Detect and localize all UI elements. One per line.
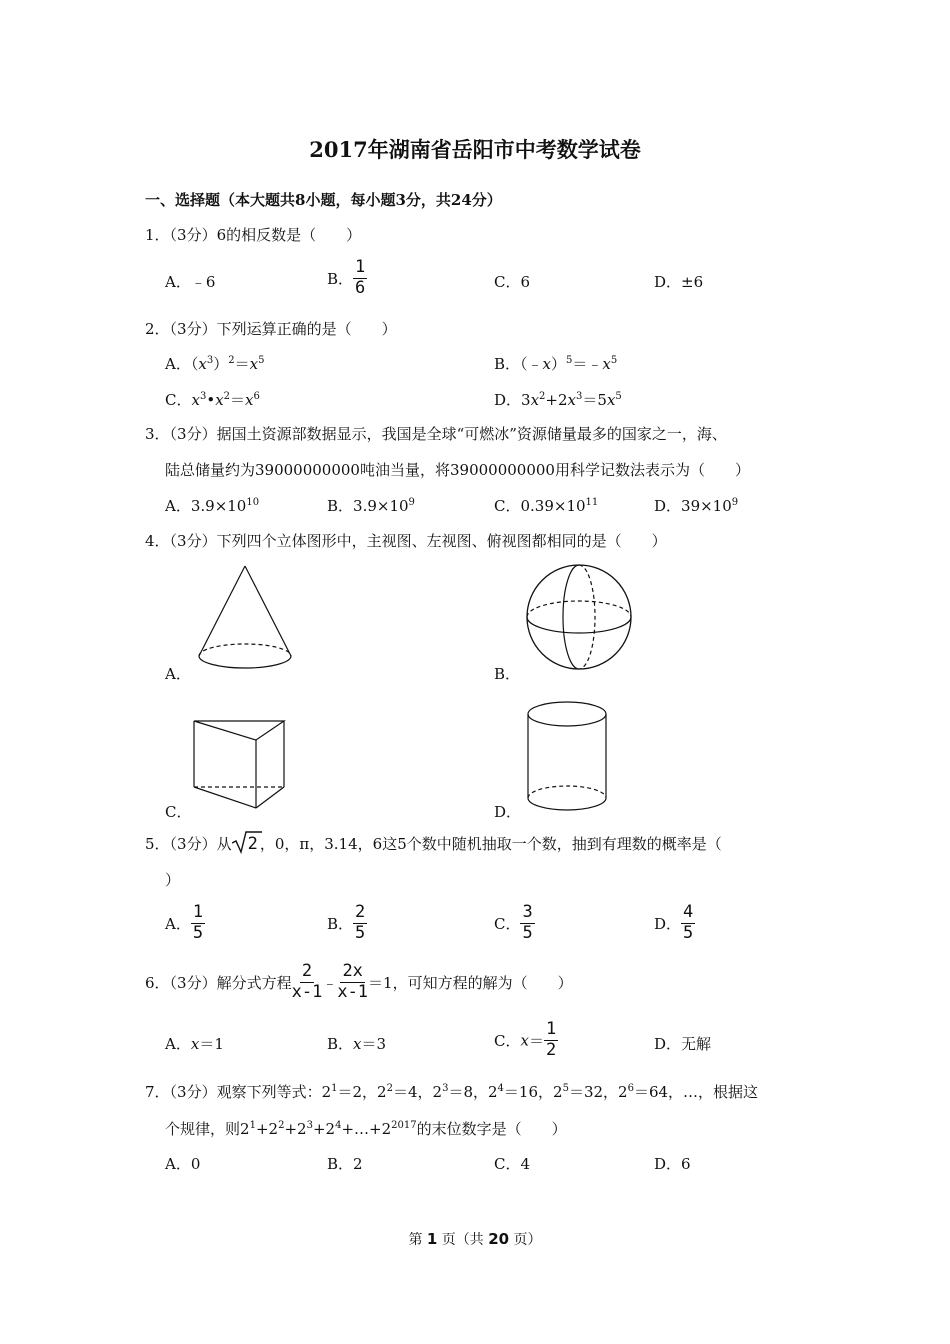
triangular-prism-figure	[190, 716, 290, 816]
fraction: $\frac{2}{x-1}$	[291, 961, 323, 1002]
q1-option-a: A．﹣6	[165, 273, 216, 291]
q5-option-d: D． $\frac{4}{5}$	[654, 902, 694, 943]
q2-option-d: D．$3x^2+2x^3=5x^5$	[494, 391, 622, 409]
q7-option-a: A．0	[165, 1155, 201, 1173]
q4-option-c-label: C．	[165, 803, 192, 821]
fraction: $\frac{2}{5}$	[355, 902, 366, 943]
q6-option-c: C．x＝ $\frac{1}{2}$	[494, 1019, 557, 1060]
q4-option-d-label: D．	[494, 803, 522, 821]
q4-option-b-label: B．	[494, 665, 521, 683]
page-footer: 第 1 页（共 20 页）	[408, 1230, 542, 1248]
fraction: $\frac{1}{2}$	[545, 1019, 557, 1060]
q1-option-b: B． $\frac{1}{6}$	[327, 257, 366, 298]
question-5-stem: 5．（3分）从 2 ，0，π，3.14，6这5个数中随机抽取一个数，抽到有理数的概率是（	[145, 834, 722, 854]
q4-option-a-label: A．	[165, 665, 191, 683]
q7-option-c: C．4	[494, 1155, 531, 1173]
q1-option-c: C．6	[494, 273, 531, 291]
cone-figure	[190, 562, 300, 672]
cylinder-figure	[525, 700, 609, 814]
q6-option-a: A．x＝1	[165, 1035, 224, 1053]
q7-option-d: D．6	[654, 1155, 691, 1173]
q2-option-a: A．$(x^3)^2=x^5$	[165, 355, 265, 373]
q3-option-a: A．$3.9\times 10^{10}$	[165, 497, 260, 515]
page-title: 2017年湖南省岳阳市中考数学试卷	[309, 137, 641, 162]
fraction: $\frac{1}{6}$	[355, 257, 366, 298]
q6-option-d: D．无解	[654, 1035, 712, 1053]
question-3-stem-line2: 陆总储量约为39000000000吨油当量，将39000000000用科学记数法表示为（ ）	[165, 461, 750, 479]
q2-option-b: B．$(﹣x)^5=﹣x^5$	[494, 355, 618, 373]
fraction: $\frac{3}{5}$	[522, 902, 533, 943]
question-6-stem: 6．（3分）解分式方程 $\frac{2}{x-1}$ ﹣ $\frac{2x}{x-1}$ ＝1，可知方程的解为（ ）	[145, 961, 573, 1002]
question-7-stem-line1: 7．（3分）观察下列等式：$2^1=2$，$2^2=4$，$2^3=8$，$2^4=16$，$2^5=32$，$2^6=64$，…，根据这	[145, 1083, 759, 1101]
q3-option-c: C．$0.39\times 10^{11}$	[494, 497, 599, 515]
fraction: $\frac{4}{5}$	[683, 902, 694, 943]
q3-option-b: B．$3.9\times 10^9$	[327, 497, 415, 515]
fraction: $\frac{1}{5}$	[192, 902, 204, 943]
q6-option-b: B．x＝3	[327, 1035, 387, 1053]
sqrt-symbol: 2	[232, 834, 258, 854]
question-2-stem: 2．（3分）下列运算正确的是（ ）	[145, 320, 397, 338]
q5-option-a: A． $\frac{1}{5}$	[165, 902, 204, 943]
question-3-stem-line1: 3．（3分）据国土资源部数据显示，我国是全球“可燃冰”资源储量最多的国家之一，海、	[145, 425, 727, 443]
section-heading: 一、选择题（本大题共8小题，每小题3分，共24分）	[145, 191, 502, 209]
question-1-stem: 1．（3分）6的相反数是（ ）	[145, 226, 362, 244]
question-4-stem: 4．（3分）下列四个立体图形中，主视图、左视图、俯视图都相同的是（ ）	[145, 532, 667, 550]
fraction: $\frac{2x}{x-1}$	[337, 961, 369, 1002]
q7-option-b: B．2	[327, 1155, 363, 1173]
question-7-stem-line2: 个规律，则$2^1+2^2+2^3+2^4+\dots+2^{2017}$的末位数字是（ ）	[165, 1120, 567, 1138]
question-5-stem-line2: ）	[165, 871, 181, 889]
q5-option-c: C． $\frac{3}{5}$	[494, 902, 533, 943]
q5-option-b: B． $\frac{2}{5}$	[327, 902, 366, 943]
q2-option-c: C．$x^3•x^2=x^6$	[165, 391, 260, 409]
sphere-figure	[523, 562, 635, 674]
q3-option-d: D．$39\times 10^9$	[654, 497, 739, 515]
q1-option-d: D．±6	[654, 273, 704, 291]
